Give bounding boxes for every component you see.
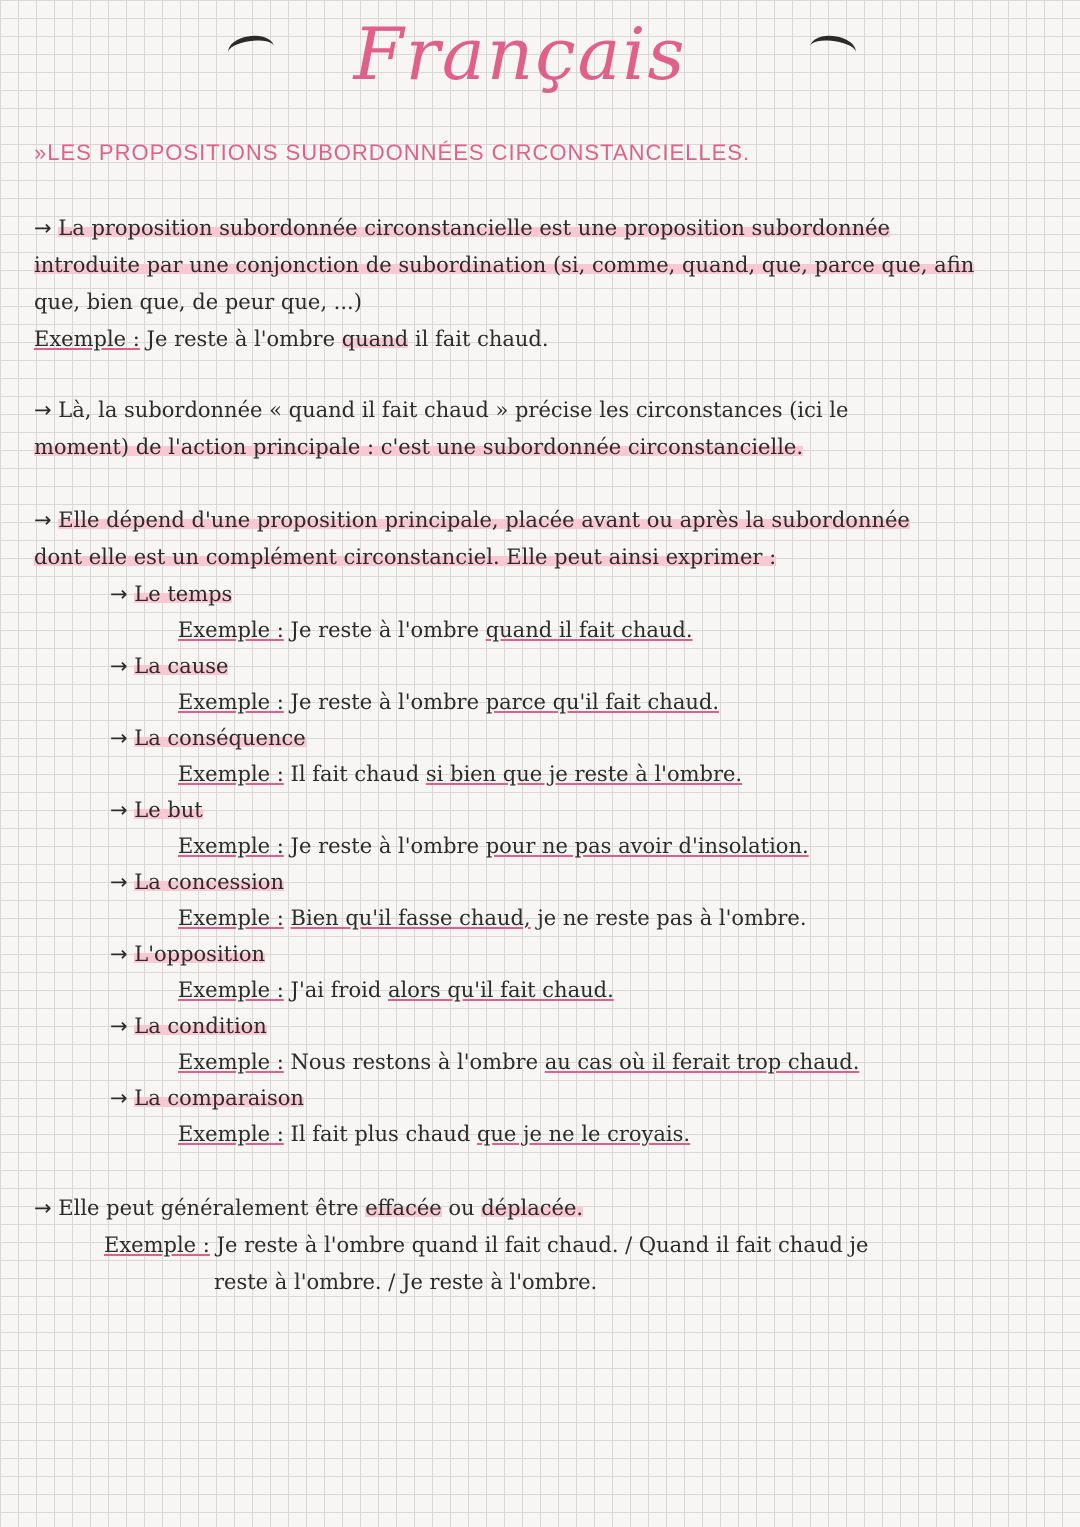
list-item: → La comparaison Exemple : Il fait plus chaud que je ne le croyais. <box>110 1086 691 1146</box>
circumstance-types-list <box>110 576 1010 1152</box>
section-heading: »LES PROPOSITIONS SUBORDONNÉES CIRCONSTANCIELLES. <box>34 140 751 165</box>
list-item: → L'opposition Exemple : J'ai froid alors qu'il fait chaud. <box>110 942 614 1002</box>
list-item: → La cause Exemple : Je reste à l'ombre parce qu'il fait chaud. <box>110 654 719 714</box>
list-item: → Le but Exemple : Je reste à l'ombre pour ne pas avoir d'insolation. <box>110 798 809 858</box>
intro-line-2: introduite par une conjonction de subordination (si, comme, quand, que, parce que, afin <box>34 253 975 277</box>
explanation-line-2: moment) de l'action principale : c'est une subordonnée circonstancielle. <box>34 435 804 459</box>
list-item: → La concession Exemple : Bien qu'il fasse chaud, je ne reste pas à l'ombre. <box>110 870 807 930</box>
erasable-example: Exemple : Je reste à l'ombre quand il fait chaud. / Quand il fait chaud je <box>104 1233 869 1257</box>
intro-line-1: → La proposition subordonnée circonstancielle est une proposition subordonnée <box>34 216 890 240</box>
page-title: Français <box>353 12 687 96</box>
explanation-line-1: → Là, la subordonnée « quand il fait chaud » précise les circonstances (ici le <box>34 398 849 422</box>
type-label: L'opposition <box>134 942 265 966</box>
erasable-example-line-2: reste à l'ombre. / Je reste à l'ombre. <box>214 1270 598 1294</box>
type-label: La cause <box>134 654 229 678</box>
intro-line-3: que, bien que, de peur que, ...) <box>34 290 362 314</box>
type-label: La concession <box>134 870 284 894</box>
arrow-icon: → <box>110 654 135 678</box>
arrow-icon: → <box>110 726 135 750</box>
arrow-icon: → <box>110 1014 135 1038</box>
type-label: La conséquence <box>134 726 306 750</box>
list-item: → La conséquence Exemple : Il fait chaud si bien que je reste à l'ombre. <box>110 726 743 786</box>
type-label: La condition <box>134 1014 267 1038</box>
intro-paragraph <box>34 210 1054 358</box>
arrow-icon: → <box>34 1196 52 1220</box>
erasable-paragraph <box>34 1190 1054 1301</box>
erasable-line-1: → Elle peut généralement être effacée ou déplacée. <box>34 1196 584 1220</box>
type-label: Le but <box>134 798 203 822</box>
type-label: La comparaison <box>134 1086 304 1110</box>
binder-ring-left <box>226 33 275 66</box>
dependence-line-1: → Elle dépend d'une proposition principale, placée avant ou après la subordonnée <box>34 508 910 532</box>
binder-ring-right <box>808 33 857 66</box>
type-label: Le temps <box>134 582 233 606</box>
arrow-icon: → <box>34 398 52 422</box>
arrow-icon: → <box>34 216 52 240</box>
arrow-icon: → <box>110 798 135 822</box>
list-item: → Le temps Exemple : Je reste à l'ombre quand il fait chaud. <box>110 582 693 642</box>
list-item: → La condition Exemple : Nous restons à l'ombre au cas où il ferait trop chaud. <box>110 1014 860 1074</box>
arrow-icon: → <box>34 508 52 532</box>
arrow-icon: → <box>110 582 135 606</box>
arrow-icon: → <box>110 1086 135 1110</box>
explanation-paragraph <box>34 392 1054 466</box>
dependence-paragraph <box>34 502 1054 576</box>
arrow-icon: → <box>110 870 135 894</box>
arrow-icon: → <box>110 942 135 966</box>
dependence-line-2: dont elle est un complément circonstanciel. Elle peut ainsi exprimer : <box>34 545 777 569</box>
intro-example: Exemple : Je reste à l'ombre quand il fait chaud. <box>34 327 549 351</box>
